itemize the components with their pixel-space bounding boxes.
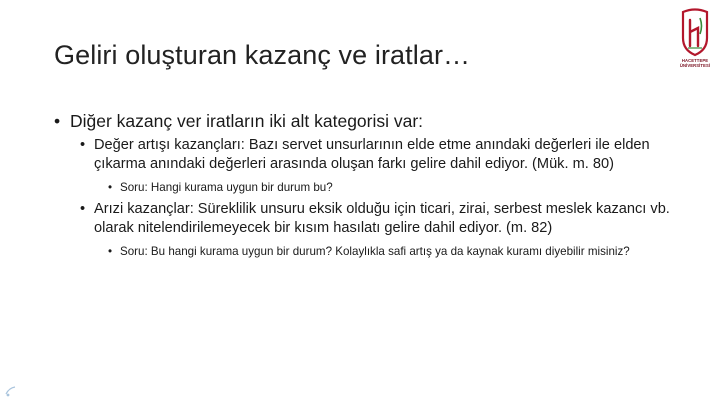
bullet-level3 <box>108 244 694 260</box>
bullet-dot-icon: • <box>80 137 86 153</box>
bullet-text: Soru: Hangi kurama uygun bir durum bu? <box>120 181 333 194</box>
bullet-text: Değer artışı kazançları: Bazı servet unsurlarının elde etme anındaki değerleri ile elden çıkarma anındaki değerleri arasında oluşan farkı gelire dahil ediyor. (Mük. m. 80) <box>94 137 650 172</box>
bullet-dot-icon: • <box>54 111 61 131</box>
bullet-level3 <box>108 180 694 196</box>
logo-name <box>672 58 718 68</box>
bullet-dot-icon: • <box>108 245 113 258</box>
bullet-level2 <box>80 200 694 238</box>
bullet-dot-icon: • <box>80 201 86 217</box>
bullet-level2 <box>80 136 694 174</box>
logo-name-line1: HACETTEPE <box>681 58 709 63</box>
slide-nav-icon[interactable] <box>4 384 18 398</box>
bullet-text: Soru: Bu hangi kurama uygun bir durum? Kolaylıkla safi artış ya da kaynak kuramı diyebilir misiniz? <box>120 245 630 258</box>
logo-name-line2: ÜNİVERSİTESİ <box>679 63 711 68</box>
bullet-text: Diğer kazanç ver iratların iki alt kategorisi var: <box>70 111 424 131</box>
bullet-text: Arızi kazançlar: Süreklilik unsuru eksik olduğu için ticari, zirai, serbest meslek kazancı vb. olarak nitelendirilemeyecek bir kısım hasılatı gelire dahil ediyor. (m. 82) <box>94 201 670 236</box>
logo-emblem-icon <box>676 8 714 58</box>
bullet-dot-icon: • <box>108 181 113 194</box>
bullet-level1 <box>54 110 694 132</box>
bullet-list <box>54 110 694 260</box>
slide-title: Geliri oluşturan kazanç ve iratlar… <box>54 40 471 70</box>
